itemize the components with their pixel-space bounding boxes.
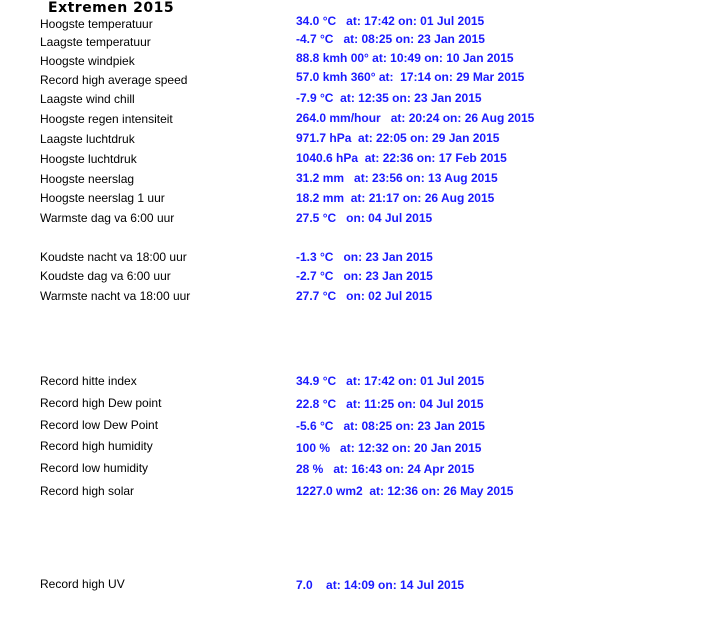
record-label: Record high average speed	[40, 73, 188, 87]
page-title: Extremen 2015	[48, 0, 175, 16]
record-value: 88.8 kmh 00° at: 10:49 on: 10 Jan 2015	[296, 51, 514, 65]
record-value: 27.7 °C on: 02 Jul 2015	[296, 289, 433, 303]
record-value: 100 % at: 12:32 on: 20 Jan 2015	[296, 441, 482, 455]
record-label: Record low humidity	[40, 461, 149, 475]
record-value: -2.7 °C on: 23 Jan 2015	[296, 269, 433, 283]
record-label: Koudste nacht va 18:00 uur	[40, 250, 187, 264]
record-label: Koudste dag va 6:00 uur	[40, 269, 171, 283]
record-label: Hoogste neerslag	[40, 172, 135, 186]
record-value: -1.3 °C on: 23 Jan 2015	[296, 250, 433, 264]
record-label: Record high UV	[40, 577, 125, 591]
record-value: -5.6 °C at: 08:25 on: 23 Jan 2015	[296, 419, 485, 433]
record-label: Hoogste luchtdruk	[40, 152, 137, 166]
record-value: 57.0 kmh 360° at: 17:14 on: 29 Mar 2015	[296, 70, 525, 84]
record-value: 7.0 at: 14:09 on: 14 Jul 2015	[296, 578, 465, 592]
record-value: 34.9 °C at: 17:42 on: 01 Jul 2015	[296, 374, 485, 388]
record-value: -7.9 °C at: 12:35 on: 23 Jan 2015	[296, 91, 482, 105]
record-label: Hoogste windpiek	[40, 54, 135, 68]
record-label: Record high humidity	[40, 439, 153, 453]
record-value: 1227.0 wm2 at: 12:36 on: 26 May 2015	[296, 484, 514, 498]
record-label: Laagste luchtdruk	[40, 132, 135, 146]
record-label: Record high Dew point	[40, 396, 162, 410]
record-label: Laagste wind chill	[40, 92, 135, 106]
record-value: -4.7 °C at: 08:25 on: 23 Jan 2015	[296, 32, 485, 46]
record-label: Warmste nacht va 18:00 uur	[40, 289, 191, 303]
record-value: 31.2 mm at: 23:56 on: 13 Aug 2015	[296, 171, 498, 185]
record-label: Hoogste temperatuur	[40, 17, 153, 31]
record-value: 28 % at: 16:43 on: 24 Apr 2015	[296, 462, 475, 476]
record-value: 18.2 mm at: 21:17 on: 26 Aug 2015	[296, 191, 495, 205]
record-label: Laagste temperatuur	[40, 35, 151, 49]
record-value: 22.8 °C at: 11:25 on: 04 Jul 2015	[296, 397, 484, 411]
record-value: 27.5 °C on: 04 Jul 2015	[296, 211, 433, 225]
record-label: Hoogste regen intensiteit	[40, 112, 173, 126]
record-value: 971.7 hPa at: 22:05 on: 29 Jan 2015	[296, 131, 500, 145]
record-value: 1040.6 hPa at: 22:36 on: 17 Feb 2015	[296, 151, 507, 165]
record-label: Record low Dew Point	[40, 418, 159, 432]
record-label: Hoogste neerslag 1 uur	[40, 191, 165, 205]
record-label: Record hitte index	[40, 374, 137, 388]
record-value: 34.0 °C at: 17:42 on: 01 Jul 2015	[296, 14, 485, 28]
record-value: 264.0 mm/hour at: 20:24 on: 26 Aug 2015	[296, 111, 535, 125]
record-label: Warmste dag va 6:00 uur	[40, 211, 175, 225]
record-label: Record high solar	[40, 484, 135, 498]
